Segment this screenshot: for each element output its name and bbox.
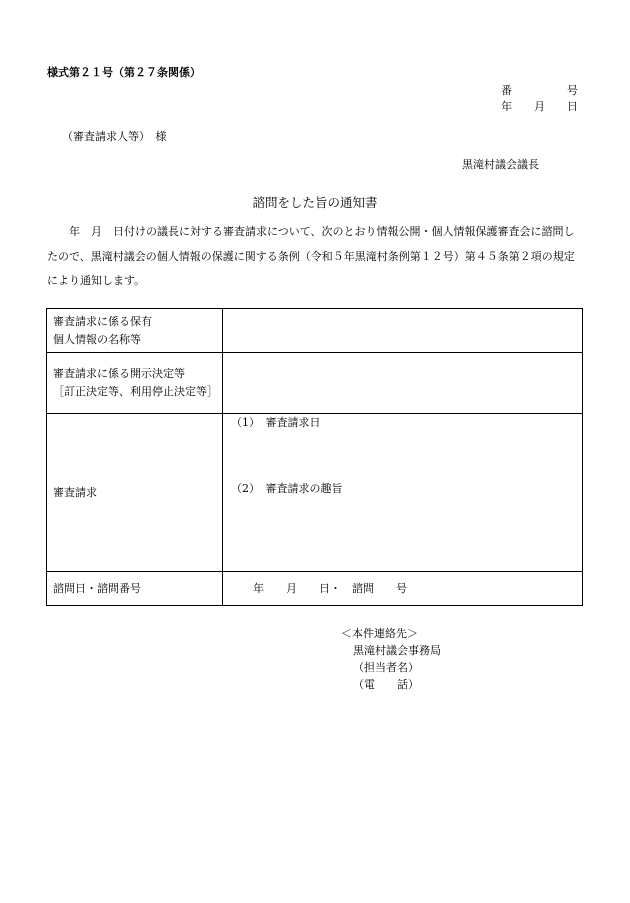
row-label-personal-info (47, 309, 223, 353)
label-line: ［訂正決定等、利用停止決定等］ (53, 385, 218, 398)
row-label-disclosure-decision (47, 353, 223, 414)
row-value-disclosure-decision (223, 353, 583, 414)
contact-person: （担当者名） (353, 661, 419, 674)
label-line: 審査請求に係る保有 (53, 314, 152, 328)
contact-block (341, 625, 441, 693)
document-title: 諮問をした旨の通知書 (252, 195, 378, 210)
notice-table (46, 308, 583, 606)
request-date-item: （1） 審査請求日 (231, 416, 321, 429)
row-label-request: 審査請求 (47, 414, 223, 572)
request-purpose-item: （2） 審査請求の趣旨 (231, 482, 343, 495)
row-value-request (223, 414, 583, 572)
document-date-label: 年 月 日 (501, 100, 578, 113)
label-line: 個人情報の名称等 (53, 332, 141, 346)
contact-office: 黒滝村議会事務局 (353, 644, 441, 657)
row-value-inquiry-date: 年 月 日・ 諮問 号 (223, 572, 583, 606)
table-row (47, 309, 583, 353)
addressee: （審査請求人等） 様 (62, 130, 167, 143)
label-line: 審査請求に係る開示決定等 (53, 367, 185, 380)
table-row (47, 572, 583, 606)
contact-heading: ＜本件連絡先＞ (341, 627, 418, 640)
document-number-label: 番 号 (501, 84, 578, 97)
table-row (47, 353, 583, 414)
body-text: 年 月 日付けの議長に対する審査請求について、次のとおり情報公開・個人情報保護審査会に諮問したので、黒滝村議会の個人情報の保護に関する条例（令和５年黒滝村条例第１２号）第４５条第２項の規定により通知します。 (47, 225, 575, 287)
contact-phone: （電 話） (353, 678, 419, 691)
issuer: 黒滝村議会議長 (462, 158, 539, 171)
form-number: 様式第２１号（第２７条関係） (47, 66, 201, 79)
table-row (47, 414, 583, 572)
row-label-inquiry-date: 諮問日・諮問番号 (47, 572, 223, 606)
row-value-personal-info (223, 309, 583, 353)
